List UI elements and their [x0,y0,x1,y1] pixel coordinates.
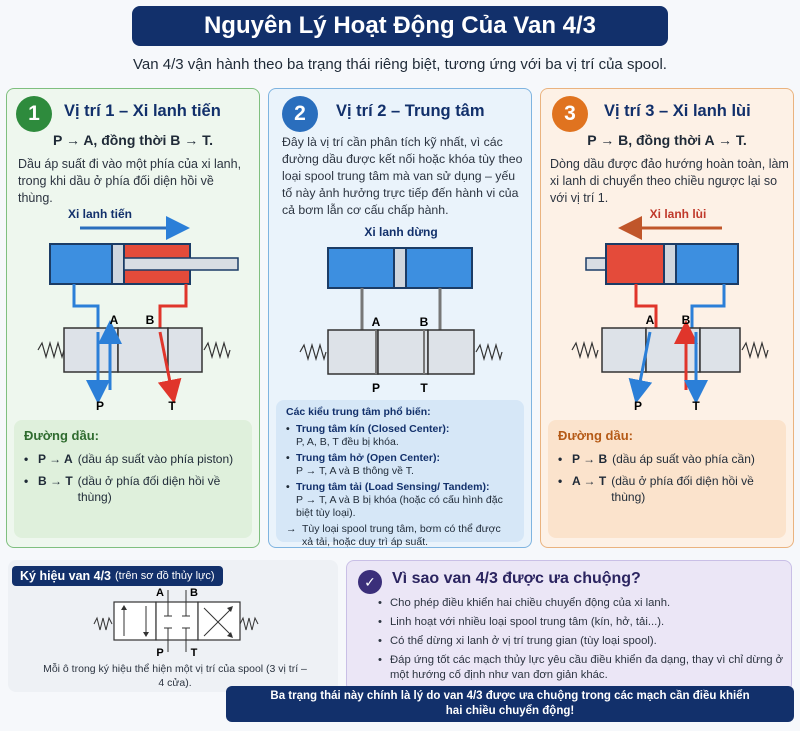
port-b-label: B [681,313,691,327]
position-2-description: Đây là vị trí cần phân tích kỹ nhất, vì các đường dầu được kết nối hoặc khóa tùy theo loại spool trung tâm mà van sử dụng – yếu tố này ảnh hưởng trực tiếp đến hành vi của cả bơm lẫn cơ cấu chấp hành. [282,135,523,217]
flow-item: • P → A (dầu áp suất vào phía piston) [24,452,234,466]
flow-heading: Đường dầu: [24,428,99,443]
center-types-box [276,400,524,548]
center-types-heading: Các kiểu trung tâm phổ biến: [286,406,431,418]
position-3-title: Vị trí 3 – Xi lanh lùi [604,102,751,120]
position-3-badge: 3 [552,96,588,132]
symbol-port-b: B [190,587,198,599]
port-t-label: T [168,399,176,413]
why-heading: Vì sao van 4/3 được ưa chuộng? [392,570,641,587]
position-1-badge: 1 [16,96,52,132]
page-title: Nguyên Lý Hoạt Động Của Van 4/3 [132,6,668,46]
position-3-description: Dòng dầu được đảo hướng hoàn toàn, làm xi lanh di chuyển theo chiều ngược lại so với vị trí 1. [550,157,789,205]
port-p-label: P [371,381,381,395]
why-item: • Đáp ứng tốt các mạch thủy lực yêu cầu điều khiển đa dạng, thay vì chỉ dừng ở một hướng cố định như van đơn giản khác. [378,654,784,681]
symbol-port-t: T [190,647,198,659]
position-3-flow-box [548,420,786,538]
cylinder-label: Xi lanh dừng [364,225,438,239]
why-item: • Cho phép điều khiển hai chiều chuyển động của xi lanh. [378,597,671,609]
port-a-label: A [109,313,119,327]
flow-heading: Đường dầu: [558,428,633,443]
valve-body [38,328,230,372]
position-2-title: Vị trí 2 – Trung tâm [336,102,485,120]
why-list [378,596,784,687]
symbol-port-p: P [156,647,164,659]
center-type-item: • Trung tâm tải (Load Sensing/ Tandem): P → T, A và B bị khóa (hoặc có cấu hình đặc biệt tùy loại). [286,481,503,519]
position-1-diagram [14,204,254,416]
why-item: • Có thể dừng xi lanh ở vị trí trung gian (tùy loại spool). [378,635,657,647]
symbol-port-a: A [156,587,164,599]
cylinder [586,244,738,284]
flow-item: • B → T (dầu ở phía đối diện hồi về thùng) [24,474,221,504]
symbol-caption: Mỗi ô trong ký hiệu thể hiện một vị trí của spool (3 vị trí – 4 cửa). [43,663,307,689]
center-note: → Tùy loại spool trung tâm, bơm có thể được xả tải, hoặc duy trì áp suất. [286,523,501,548]
position-3-formula: P → B, đồng thời A → T. [587,132,747,148]
why-item: • Linh hoạt với nhiều loại spool trung tâm (kín, hở, tải...). [378,616,665,628]
position-3-diagram [546,204,790,416]
cylinder [50,244,238,284]
valve-body [572,328,768,372]
port-a-label: A [645,313,655,327]
cylinder-label: Xi lanh lùi [649,207,707,221]
port-p-label: P [633,399,643,413]
cylinder [328,248,472,288]
position-1-flow-box [14,420,252,538]
position-1-description: Dầu áp suất đi vào một phía của xi lanh, trong khi dầu ở phía đối diện hồi về thùng. [18,157,242,205]
position-1-formula: P → A, đồng thời B → T. [52,132,214,148]
position-1-title: Vị trí 1 – Xi lanh tiến [64,102,221,120]
port-p-label: P [95,399,105,413]
flow-item: • P → B (dầu áp suất vào phía cần) [558,452,755,466]
center-type-item: • Trung tâm kín (Closed Center): P, A, B, T đều bị khóa. [286,423,450,448]
port-a-label: A [371,315,381,329]
cylinder-label: Xi lanh tiến [67,207,133,221]
port-b-label: B [419,315,429,329]
center-type-item: • Trung tâm hở (Open Center): P → T, A và B thông về T. [286,452,440,477]
footer-line-1: Ba trạng thái này chính là lý do van 4/3 được ưa chuộng trong các mạch cần điều khiển [270,690,750,702]
port-b-label: B [145,313,155,327]
symbol-heading: Ký hiệu van 4/3 (trên sơ đồ thủy lực) [12,566,223,586]
footer-banner [226,686,794,722]
position-2-badge: 2 [282,96,318,132]
flow-item: • A → T (dầu ở phía đối diện hồi về thùng) [558,474,754,504]
valve-body [300,330,502,374]
valve-symbol [90,586,266,662]
port-t-label: T [692,399,700,413]
page-subtitle: Van 4/3 vận hành theo ba trạng thái riêng biệt, tương ứng với ba vị trí của spool. [133,56,667,73]
position-2-diagram [276,222,526,398]
port-t-label: T [420,381,428,395]
check-circle-icon: ✓ [358,570,382,594]
footer-line-2: hai chiều chuyển động! [445,705,575,717]
